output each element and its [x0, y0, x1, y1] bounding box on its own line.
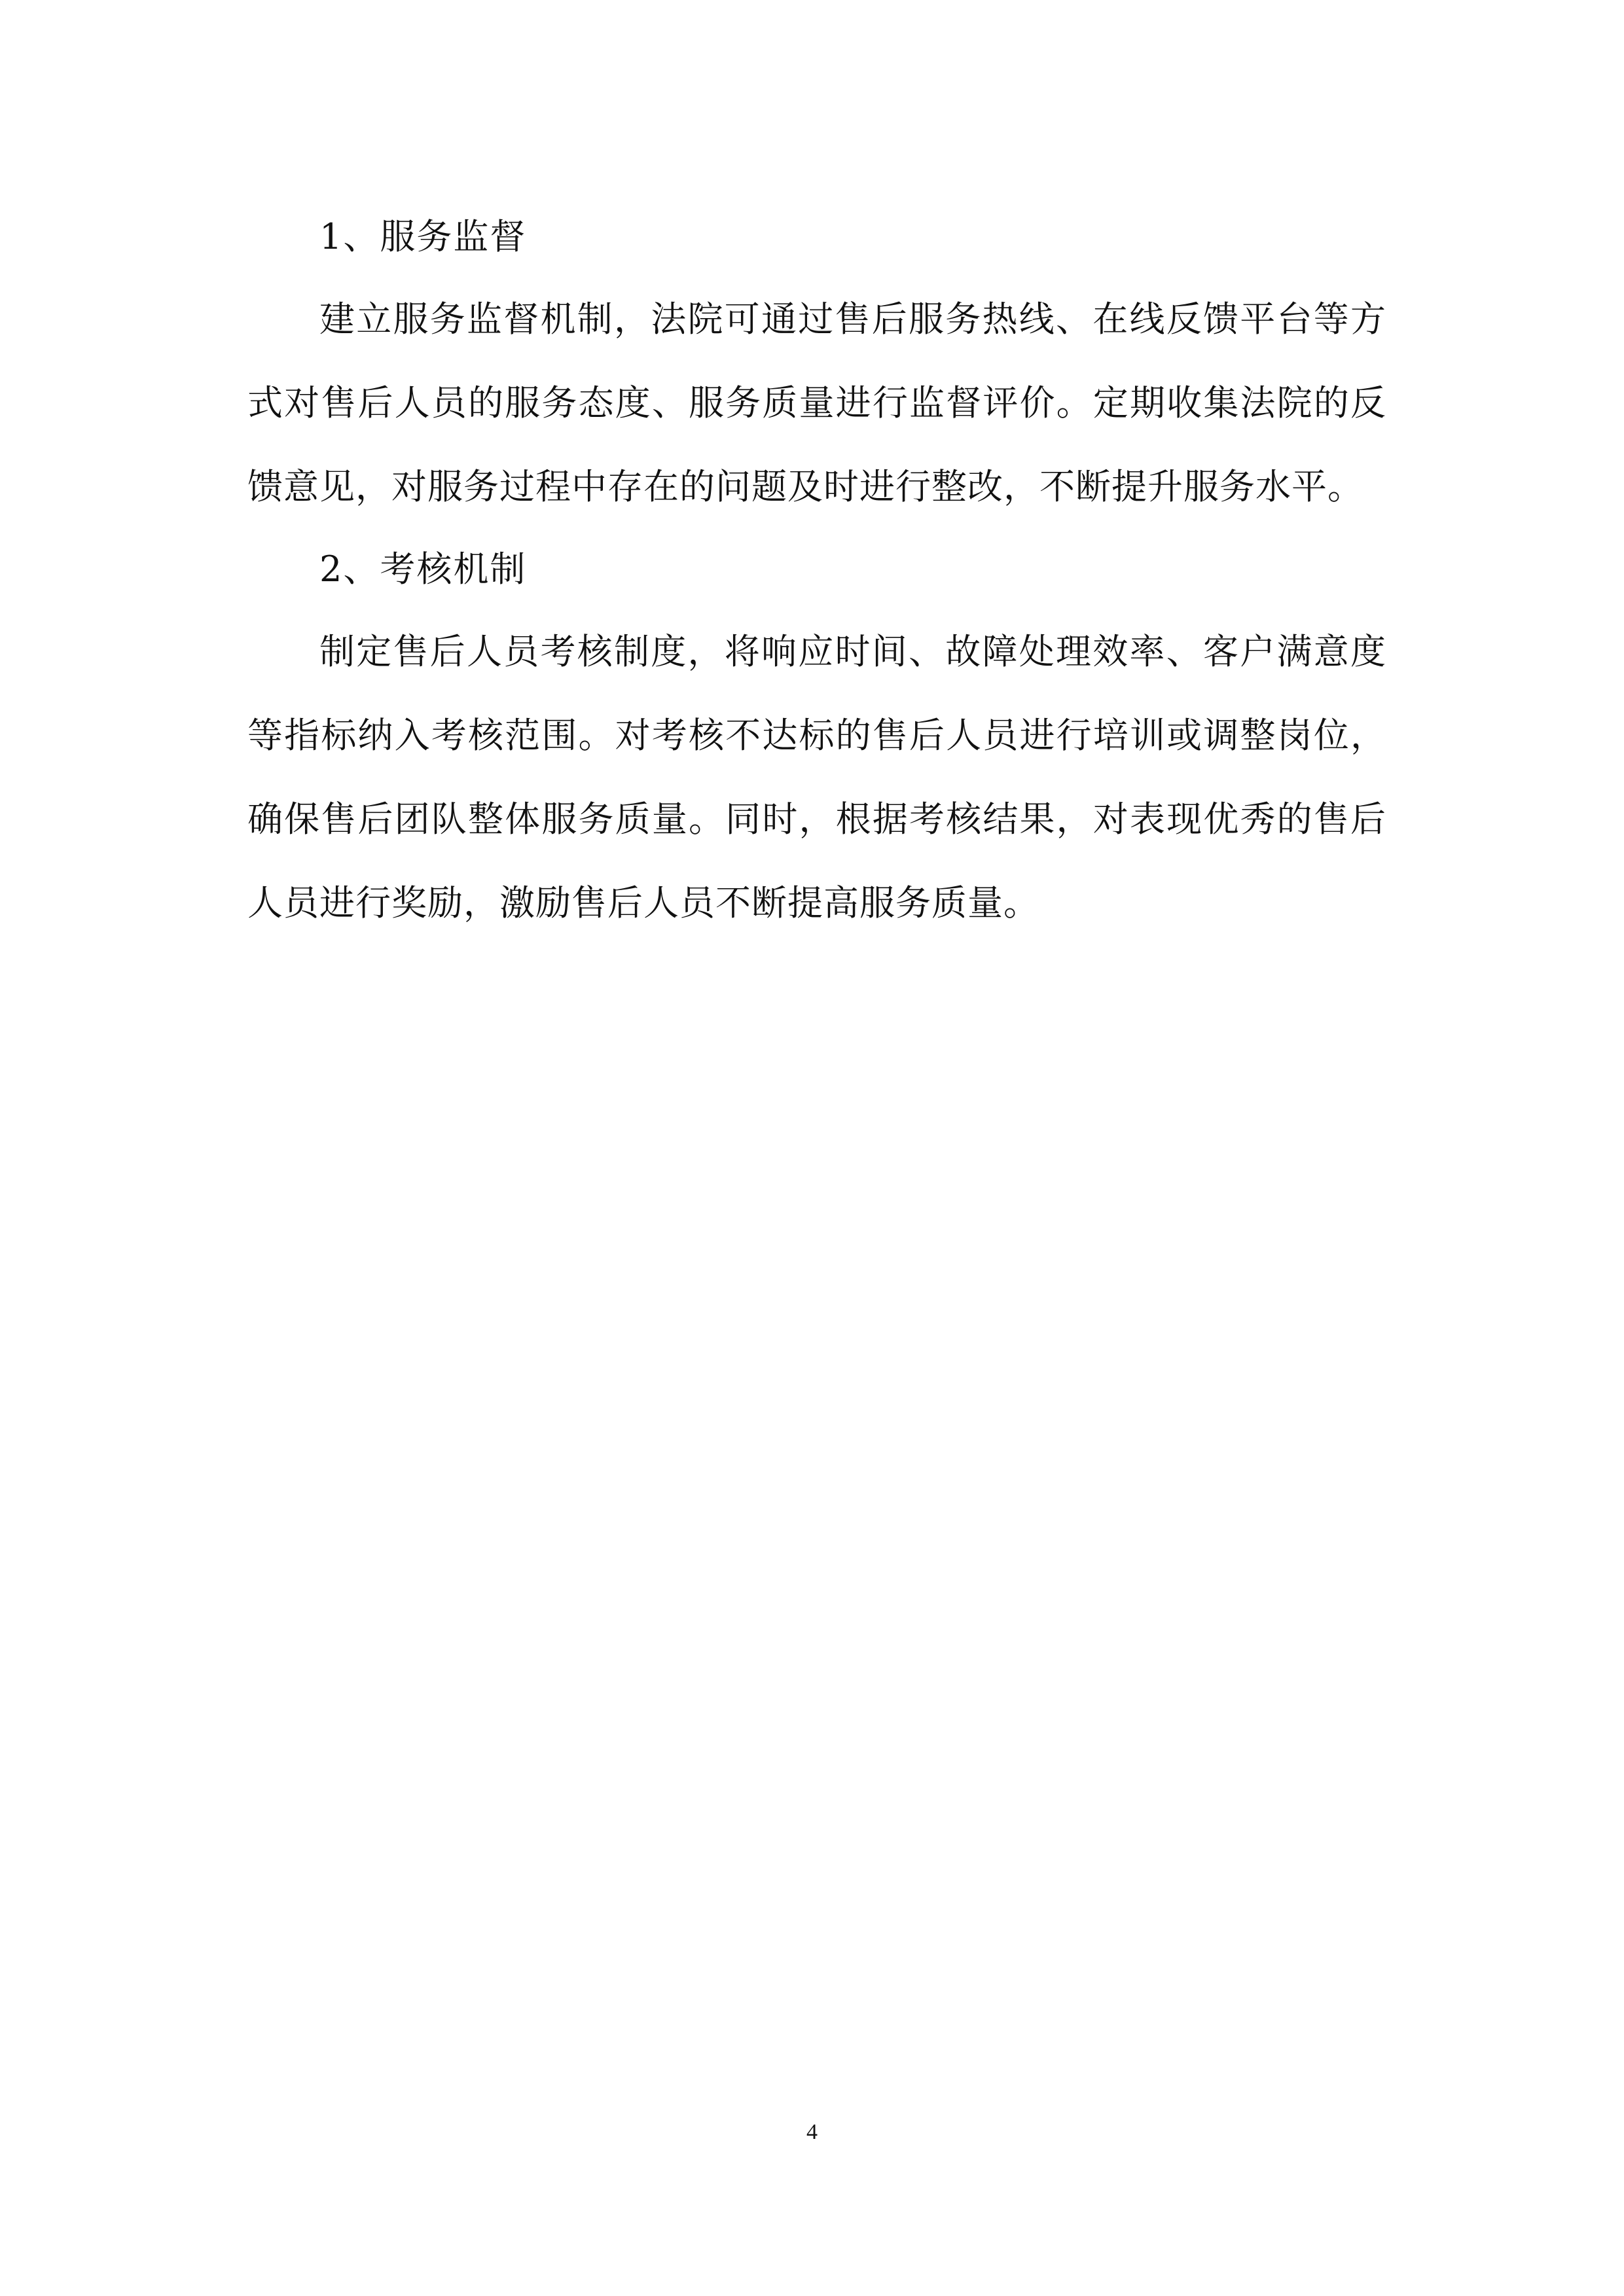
section-paragraph-service-supervision: 建立服务监督机制，法院可通过售后服务热线、在线反馈平台等方式对售后人员的服务态度、服务质量进行监督评价。定期收集法院的反馈意见，对服务过程中存在的问题及时进行整改，不断提升服务水平。 — [247, 298, 1386, 507]
section-paragraph-assessment-mechanism: 制定售后人员考核制度，将响应时间、故障处理效率、客户满意度等指标纳入考核范围。对考核不达标的售后人员进行培训或调整岗位，确保售后团队整体服务质量。同时，根据考核结果，对表现优秀的售后人员进行奖励，激励售后人员不断提高服务质量。 — [247, 631, 1386, 924]
section-heading-assessment-mechanism: 2、考核机制 — [319, 548, 527, 590]
page-number: 4 — [806, 2120, 818, 2144]
page-body — [247, 196, 1386, 945]
section-heading-service-supervision: 1、服务监督 — [319, 216, 527, 257]
